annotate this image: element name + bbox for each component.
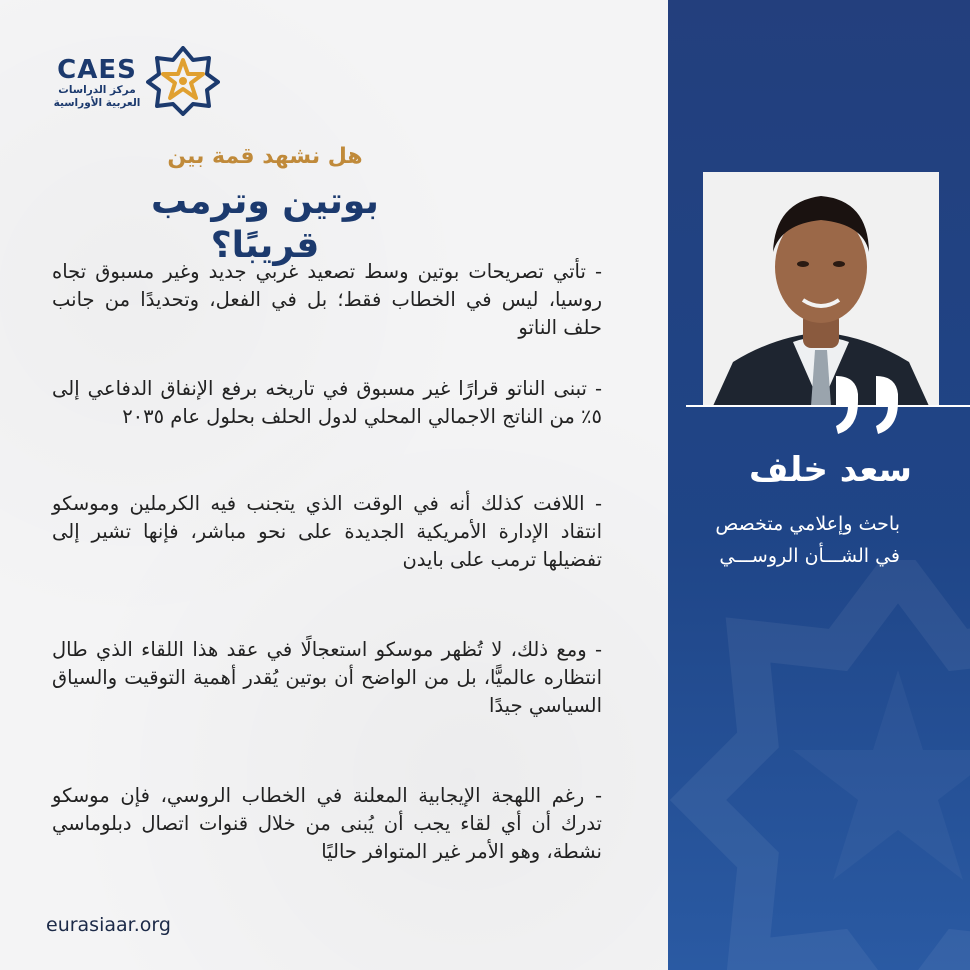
paragraph-5: - رغم اللهجة الإيجابية المعلنة في الخطاب الروسي، فإن موسكو تدرك أن أي لقاء يجب أن يُبنى من خلال قنوات اتصال دبلوماسي نشطة، وهو الأمر غير المتوافر حاليًا (52, 784, 602, 863)
logo-text (52, 56, 142, 110)
divider-line (686, 405, 970, 407)
paragraph-3: - اللافت كذلك أنه في الوقت الذي يتجنب فيه الكرملين وموسكو انتقاد الإدارة الأمريكية الجديدة على نحو مباشر، فإنها تشير إلى تفضيلها ترمب على بايدن (52, 492, 602, 571)
paragraph-4: - ومع ذلك، لا تُظهر موسكو استعجالًا في عقد هذا اللقاء الذي طال انتظاره عالميًّا، بل من الواضح أن بوتين يُقدر أهمية التوقيت والسياق السياسي جيدًا (52, 638, 602, 717)
logo-line-1: مركز الدراسات (58, 84, 136, 96)
heading-small: هل نشهد قمة بين (167, 144, 363, 169)
page-title: بوتين وترمب قريبًا؟ (151, 181, 379, 266)
caes-logo (52, 46, 224, 116)
quote-mark-icon (830, 372, 910, 438)
star-watermark-icon (668, 560, 970, 970)
logo-line-2: العربية الأوراسية (53, 97, 141, 109)
author-photo (703, 172, 939, 406)
star-emblem-icon (146, 46, 220, 116)
paragraph-2: - تبنى الناتو قرارًا غير مسبوق في تاريخه برفع الإنفاق الدفاعي إلى ٥٪ من الناتج الاجمالي المحلي لدول الحلف بحلول عام ٢٠٣٥ (52, 377, 602, 428)
author-role-line-1: باحث وإعلامي متخصص (715, 513, 900, 535)
website-url: eurasiaar.org (46, 914, 171, 936)
author-name: سعد خلف (749, 450, 912, 490)
author-role (700, 508, 900, 572)
logo-abbr: CAES (57, 55, 137, 85)
paragraph-1: - تأتي تصريحات بوتين وسط تصعيد غربي جديد وغير مسبوق تجاه روسيا، ليس في الخطاب فقط؛ بل في الفعل، وتحديدًا من جانب حلف الناتو (52, 260, 602, 339)
author-role-line-2: في الشـــأن الروســـي (719, 545, 900, 567)
portrait-image (703, 172, 939, 406)
